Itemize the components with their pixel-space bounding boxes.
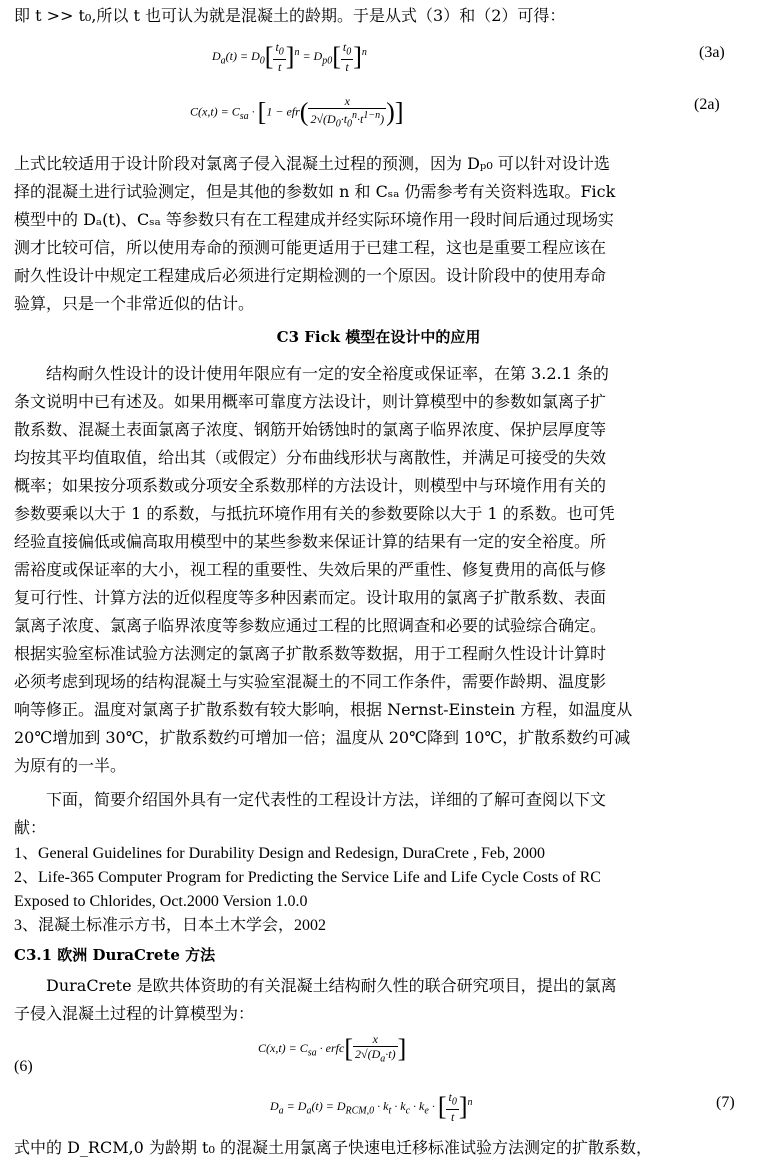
text-line: 模型中的 Dₐ(t)、Cₛₐ 等参数只有在工程建成并经实际环境作用一段时间后通过现场实 [14,210,614,229]
equation-number: (6) [14,1058,33,1075]
reference-item: 1、General Guidelines for Durability Design and Redesign, DuraCrete , Feb, 2000 [14,845,545,862]
text-line: DuraCrete 是欧共体资助的有关混凝土结构耐久性的联合研究项目，提出的氯离 [46,976,617,995]
text-line: 为原有的一半。 [14,756,127,775]
text-line: 均按其平均值取值，给出其（或假定）分布曲线形状与离散性，并满足可接受的失效 [14,448,607,467]
text-line: 献： [14,818,47,837]
text-line: 概率；如果按分项系数或分项安全系数那样的方法设计，则模型中与环境作用有关的 [14,476,607,495]
equation-number: (7) [716,1094,735,1111]
equation-number: (2a) [694,96,720,113]
reference-item: 2、Life-365 Computer Program for Predicting the Service Life and Life Cycle Costs of RC [14,869,601,886]
subsection-heading: C3.1 欧洲 DuraCrete 方法 [14,946,216,964]
text-line: 参数要乘以大于 1 的系数，与抵抗环境作用有关的参数要除以大于 1 的系数。也可凭 [14,504,615,523]
text-line: 结构耐久性设计的设计使用年限应有一定的安全裕度或保证率，在第 3.2.1 条的 [46,364,609,383]
reference-item: 3、混凝土标准示方书，日本土木学会，2002 [14,917,327,934]
text-line: 需裕度或保证率的大小，视工程的重要性、失效后果的严重性、修复费用的高低与修 [14,560,607,579]
text-line: 响等修正。温度对氯离子扩散系数有较大影响，根据 Nernst-Einstein 方程，如温度从 [14,700,633,719]
text-line: 必须考虑到现场的结构混凝土与实验室混凝土的不同工作条件，需要作龄期、温度影 [14,672,607,691]
text-line: 根据实验室标准试验方法测定的氯离子扩散系数等数据，用于工程耐久性设计计算时 [14,644,607,663]
text-line: 下面，简要介绍国外具有一定代表性的工程设计方法，详细的了解可查阅以下文 [46,790,607,809]
text-line: 20℃增加到 30℃，扩散系数约可增加一倍；温度从 20℃降到 10℃，扩散系数约可减 [14,728,631,747]
equation-3a: $D_a(t) = D_0$[ $\frac{t_0}{t}$ ]$^n = D_{p0}$[ $\frac{t_0}{t}$ ]$^n$ [212,40,367,75]
text-line: 散系数、混凝土表面氯离子浓度、钢筋开始锈蚀时的氯离子临界浓度、保护层厚度等 [14,420,607,439]
text-line: 子侵入混凝土过程的计算模型为： [14,1004,255,1023]
reference-item: Exposed to Chlorides, Oct.2000 Version 1.0.0 [14,893,308,910]
section-heading: C3 Fick 模型在设计中的应用 [276,328,481,346]
equation-6: $C(x,t) = C_{sa}$ · erfc[ $\frac{x}{2√(D_a\cdot t)}$ ] [258,1032,407,1065]
text-line: 测才比较可信，所以使用寿命的预测可能更适用于已建工程，这也是重要工程应该在 [14,238,607,257]
text-line: 验算，只是一个非常近似的估计。 [14,294,255,313]
text-line: 式中的 D_RCM,0 为龄期 t₀ 的混凝土用氯离子快速电迁移标准试验方法测定的扩散系数， [14,1138,652,1157]
text-line: 氯离子浓度、氯离子临界浓度等参数应通过工程的比照调查和必要的试验综合确定。 [14,616,607,635]
text-line: 上式比较适用于设计阶段对氯离子侵入混凝土过程的预测，因为 Dₚ₀ 可以针对设计选 [14,154,610,173]
equation-7: $D_a = D_a(t) = D_{RCM,0} \cdot k_t \cdot k_c \cdot k_e$ · [ $\frac{t_0}{t}$ ]$^n$ [270,1090,473,1125]
equation-number: (3a) [699,44,725,61]
text-line: 条文说明中已有述及。如果用概率可靠度方法设计，则计算模型中的参数如氯离子扩 [14,392,607,411]
equation-2a: $C(x,t) = C_{sa} \cdot [1 - efr$( $\frac{x}{2√(D_0\cdot t_0^n\cdot t^{1-n})}$ )] [190,94,404,130]
text-line: 即 t >> t₀,所以 t 也可认为就是混凝土的龄期。于是从式（3）和（2）可得： [14,6,566,25]
text-line: 耐久性设计中规定工程建成后必须进行定期检测的一个原因。设计阶段中的使用寿命 [14,266,607,285]
text-line: 复可行性、计算方法的近似程度等多种因素而定。设计取用的氯离子扩散系数、表面 [14,588,607,607]
text-line: 择的混凝土进行试验测定，但是其他的参数如 n 和 Cₛₐ 仍需参考有关资料选取。Fick [14,182,616,201]
text-line: 经验直接偏低或偏高取用模型中的某些参数来保证计算的结果有一定的安全裕度。所 [14,532,607,551]
